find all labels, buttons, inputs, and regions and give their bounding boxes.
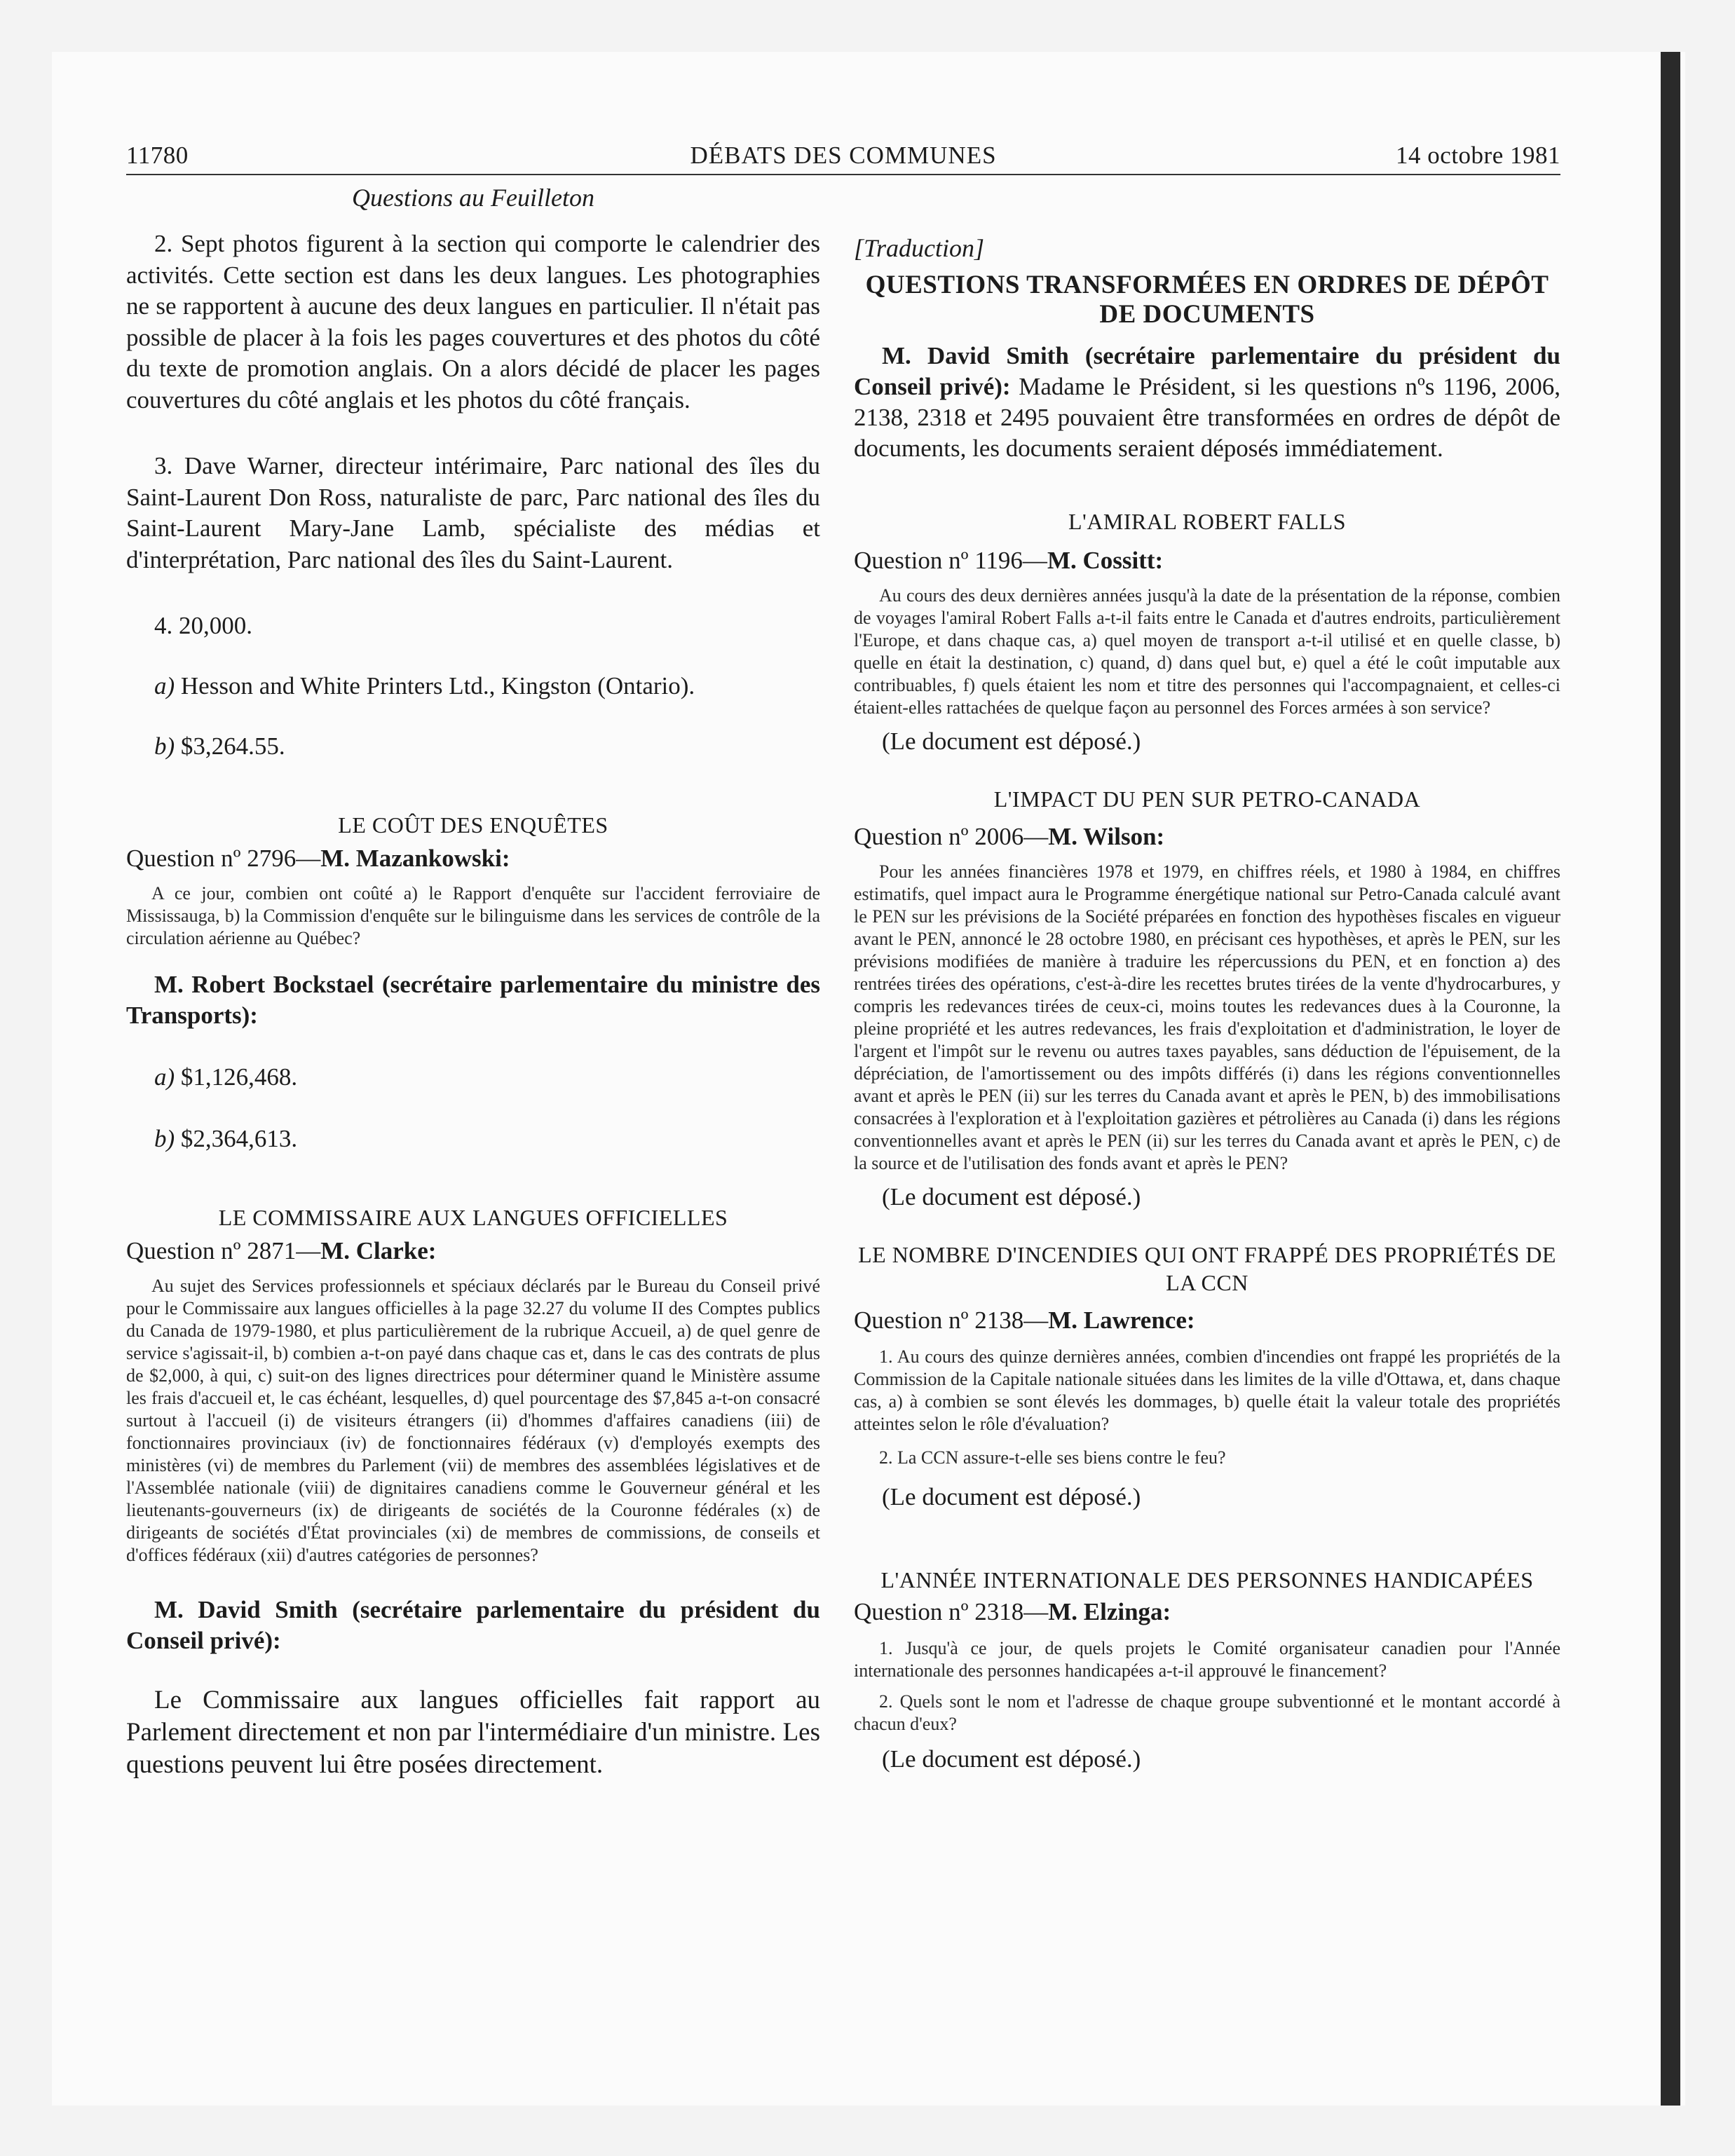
question-2138-label: Question nº 2138— xyxy=(854,1306,1049,1334)
question-2871-member: M. Clarke: xyxy=(320,1237,437,1264)
question-2318-heading xyxy=(854,1597,1560,1628)
question-2871-heading xyxy=(126,1236,820,1267)
question-2138-text-2: 2. La CCN assure-t-elle ses biens contre le feu? xyxy=(879,1447,1226,1468)
speaker-bockstael-name: M. Robert Bockstael (secrétaire parlementaire du ministre des Transports): xyxy=(126,971,820,1029)
answer-4a xyxy=(126,671,820,702)
speaker-bockstael xyxy=(126,969,820,1031)
question-1196-heading xyxy=(854,545,1560,576)
page-number: 11780 xyxy=(126,142,189,169)
section-title-enquetes: LE COÛT DES ENQUÊTES xyxy=(338,812,608,838)
answer-4b-letter: b) xyxy=(154,732,175,760)
question-2318-label: Question nº 2318— xyxy=(854,1598,1049,1625)
answer-2796-a-text: $1,126,468. xyxy=(180,1063,298,1091)
deposit-note-2138: (Le document est déposé.) xyxy=(882,1483,1141,1510)
deposit-note-2006: (Le document est déposé.) xyxy=(882,1183,1141,1210)
question-2006-label: Question nº 2006— xyxy=(854,823,1049,850)
answer-4b-text: $3,264.55. xyxy=(180,732,285,760)
answer-2871: Le Commissaire aux langues officielles fait rapport au Parlement directement et non par l'intermédiaire d'un ministre. Les questions peuvent lui être posées directement. xyxy=(126,1686,820,1779)
question-2318-member: M. Elzinga: xyxy=(1048,1598,1171,1625)
answer-4a-letter: a) xyxy=(154,672,175,700)
main-section-title: QUESTIONS TRANSFORMÉES EN ORDRES DE DÉPÔT DE DOCUMENTS xyxy=(865,271,1549,329)
question-2796-heading xyxy=(126,843,820,874)
speaker-smith-left xyxy=(126,1595,820,1656)
question-1196-text: Au cours des deux dernières années jusqu'à la date de la présentation de la réponse, combien de voyages l'amiral Robert Falls a-t-il faits entre le Canada et d'autres endroits, particulièrement l'Europe, et dans chaque cas, a) quel moyen de transport a-t-il utilisé et en quelle classe, b) quelle en était la destination, c) quand, d) dans quel but, e) quel a été le coût imputable aux contribuables, f) quels étaient les nom et titre des personnes qui l'accompagnaient, et celles-ci étaient-elles rattachées de quelque façon au personnel des Forces armées à son service? xyxy=(854,585,1560,718)
question-1196-label: Question nº 1196— xyxy=(854,547,1047,574)
intro-speaker: M. David Smith (secrétaire parlementaire du président du Conseil privé): xyxy=(854,342,1560,400)
answer-2796-a-letter: a) xyxy=(154,1063,175,1091)
question-2796-label: Question nº 2796— xyxy=(126,845,321,872)
answer-2796-a xyxy=(126,1062,820,1093)
question-2138-member: M. Lawrence: xyxy=(1048,1306,1195,1334)
section-title-incendies: LE NOMBRE D'INCENDIES QUI ONT FRAPPÉ DES PROPRIÉTÉS DE LA CCN xyxy=(858,1242,1556,1295)
answer-2796-b-letter: b) xyxy=(154,1125,175,1152)
section-title-commissaire: LE COMMISSAIRE AUX LANGUES OFFICIELLES xyxy=(218,1205,728,1230)
scan-edge-bar xyxy=(1661,52,1680,2106)
question-2318-text-2: 2. Quels sont le nom et l'adresse de chaque groupe subventionné et le montant accordé à chacun d'eux? xyxy=(854,1691,1560,1734)
question-2138-heading xyxy=(854,1305,1560,1336)
answer-2796-b-text: $2,364,613. xyxy=(180,1125,298,1152)
page-header xyxy=(126,137,1560,175)
answer-4: 4. 20,000. xyxy=(154,612,252,639)
section-title-amiral: L'AMIRAL ROBERT FALLS xyxy=(1068,509,1346,534)
question-2006-member: M. Wilson: xyxy=(1048,823,1165,850)
intro-text: Madame le Président, si les questions nºs 1196, 2006, 2138, 2318 et 2495 pouvaient être transformées en ordres de dépôt de documents, les documents seraient déposés immédiatement. xyxy=(854,373,1561,462)
publication-title: DÉBATS DES COMMUNES xyxy=(690,142,997,169)
question-2796-member: M. Mazankowski: xyxy=(320,845,510,872)
answer-4a-text: Hesson and White Printers Ltd., Kingston (Ontario). xyxy=(180,672,695,700)
deposit-note-2318: (Le document est déposé.) xyxy=(882,1745,1141,1773)
question-2318-text-1: 1. Jusqu'à ce jour, de quels projets le Comité organisateur canadien pour l'Année internationale des personnes handicapées a-t-il approuvé le financement? xyxy=(854,1638,1560,1681)
left-column xyxy=(126,184,820,1781)
answer-3: 3. Dave Warner, directeur intérimaire, Parc national des îles du Saint-Laurent Don Ross, naturaliste de parc, Parc national des îles du Saint-Laurent Mary-Jane Lamb, spécialiste des médias et d'interprétation, Parc national des îles du Saint-Laurent. xyxy=(126,452,820,573)
answer-2: 2. Sept photos figurent à la section qui comporte le calendrier des activités. Cette section est dans les deux langues. Les photographies ne se rapportent à aucune des deux langues en particulier. Il n'était pas possible de placer à la fois les pages couvertures et des photos du côté du texte de promotion anglais. On a alors décidé de placer les pages couvertures du côté anglais et les photos du côté français. xyxy=(126,230,820,414)
right-column xyxy=(854,184,1560,1775)
question-2871-label: Question nº 2871— xyxy=(126,1237,321,1264)
traduction-note: [Traduction] xyxy=(854,234,985,262)
issue-date: 14 octobre 1981 xyxy=(1396,142,1560,169)
intro-paragraph xyxy=(854,341,1560,464)
answer-2796-b xyxy=(126,1124,820,1154)
question-2871-text: Au sujet des Services professionnels et spéciaux déclarés par le Bureau du Conseil privé pour le Commissaire aux langues officielles à la page 32.27 du volume II des Comptes publics du Canada de 1979-1980, et plus particulièrement de la rubrique Accueil, a) de quel genre de service s'agissait-il, b) combien a-t-on payé dans chaque cas et, dans le cas des contrats de plus de $2,000, à qui, c) suit-on des lignes directrices pour déterminer quand le Ministère assume les frais d'accueil et, le cas échéant, lesquelles, d) quel pourcentage des $7,845 a-t-on consacré surtout à l'accueil (i) de visiteurs étrangers (ii) d'hommes d'affaires canadiens (iii) de fonctionnaires provinciaux (iv) de fonctionnaires fédéraux (v) d'employés exempts des ministères (vi) de membres du Parlement (vii) de membres des assemblées législatives et de l'Assemblée nationale (viii) de dignitaires canadiens comme le Gouverneur général et les lieutenants-gouverneurs (ix) de dirigeants de sociétés de la Couronne fédérales (x) de dirigeants de sociétés d'État provinciales (xi) de membres de commissions, de conseils et d'offices fédéraux (xii) d'autres catégories de personnes? xyxy=(126,1276,820,1565)
question-2138-text-1: 1. Au cours des quinze dernières années, combien d'incendies ont frappé les propriétés de la Commission de la Capitale nationale situées dans les limites de la ville d'Ottawa, et, dans chaque cas, a) à combien se sont élevés les dommages, b) quelle était la valeur totale des propriétés atteintes selon le rôle d'évaluation? xyxy=(854,1346,1560,1434)
running-head: Questions au Feuilleton xyxy=(352,184,594,212)
question-2006-heading xyxy=(854,821,1560,852)
answer-4b xyxy=(126,731,820,762)
speaker-smith-left-name: M. David Smith (secrétaire parlementaire du président du Conseil privé): xyxy=(126,1596,820,1654)
section-title-pen: L'IMPACT DU PEN SUR PETRO-CANADA xyxy=(993,786,1421,812)
question-2006-text: Pour les années financières 1978 et 1979, en chiffres réels, et 1980 à 1984, en chiffres estimatifs, quel impact aura le Programme énergétique national sur Petro-Canada calculé avant le PEN sur les prévisions de la Société préparées en fonction des hypothèses fiscales en vigueur avant le PEN, annoncé le 28 octobre 1980, en précisant ces hypothèses, et après le PEN, sur les prévisions modifiées de manière à traduire les répercussions du PEN, et en fonction a) des rentrées tirées des opérations, c'est-à-dire les recettes brutes tirées de la vente d'hydrocarbures, y compris les redevances tirées de ceux-ci, moins toutes les redevances dues à la Couronne, la pleine propriété et les autres redevances, les frais d'exploitation et d'administration, le loyer de l'argent et l'impôt sur le revenu ou autres taxes payables, sans déduction de l'épuisement, de la dépréciation, de l'amortissement ou des impôts différés (i) dans les régions conventionnelles avant et après le PEN (ii) sur les terres du Canada avant et après le PEN, b) des immobilisations consacrées à l'exploration et à l'exploitation gazières et pétrolières au Canada (i) dans les régions conventionnelles avant et après le PEN (ii) sur les terres du Canada avant et après le PEN, c) de la source et de l'utilisation des fonds avant et après le PEN? xyxy=(854,861,1560,1173)
section-title-handicapees: L'ANNÉE INTERNATIONALE DES PERSONNES HANDICAPÉES xyxy=(880,1567,1534,1592)
question-1196-member: M. Cossitt: xyxy=(1047,547,1164,574)
deposit-note-1196: (Le document est déposé.) xyxy=(882,728,1141,755)
question-2796-text: A ce jour, combien ont coûté a) le Rapport d'enquête sur l'accident ferroviaire de Mississauga, b) la Commission d'enquête sur le bilinguisme dans les services de contrôle de la circulation aérienne au Québec? xyxy=(126,883,820,948)
